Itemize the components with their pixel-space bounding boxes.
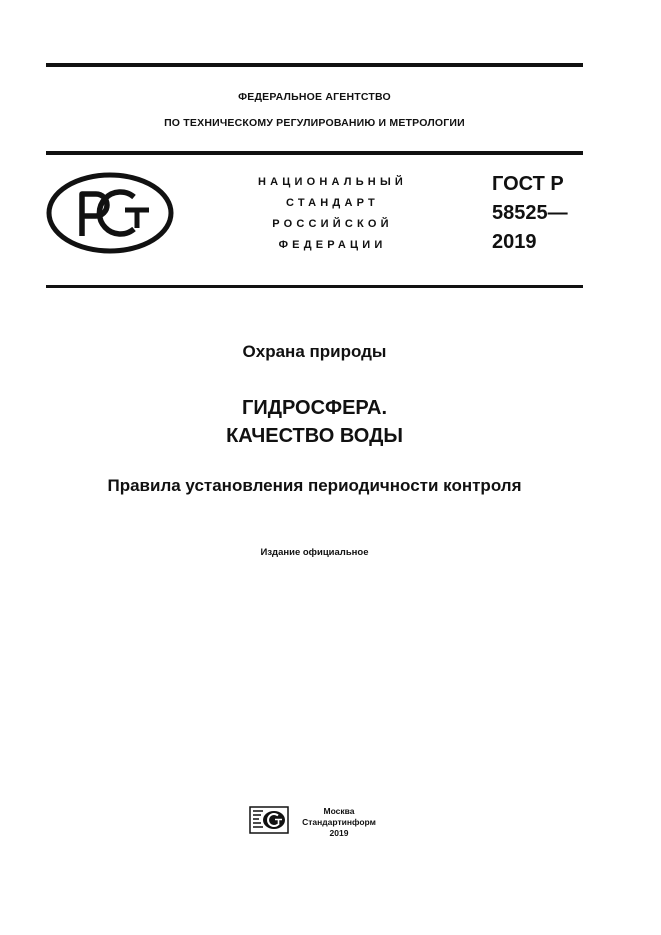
- document-subtitle: Правила установления периодичности контроля: [107, 476, 522, 495]
- national-standard-label: [220, 172, 445, 256]
- publisher-info: [296, 806, 382, 839]
- header-rule: [46, 151, 583, 155]
- document-title-line-1: ГИДРОСФЕРА.: [241, 397, 388, 419]
- top-rule: [46, 63, 583, 67]
- standard-code-line-1: ГОСТ Р: [492, 173, 564, 195]
- national-standard-line: РОССИЙСКОЙ: [272, 218, 393, 230]
- national-standard-line: СТАНДАРТ: [286, 197, 379, 209]
- standard-code-line-3: 2019: [492, 231, 537, 253]
- standard-code: [492, 170, 568, 257]
- national-standard-line: ФЕДЕРАЦИИ: [278, 239, 387, 251]
- edition-note: Издание официальное: [260, 547, 369, 558]
- standartinform-logo-icon: [249, 806, 289, 834]
- section-rule: [46, 285, 583, 288]
- publisher-city: Москва: [323, 806, 355, 816]
- agency-line-1: ФЕДЕРАЛЬНОЕ АГЕНТСТВО: [238, 91, 391, 103]
- publisher-year: 2019: [329, 828, 349, 838]
- document-title: [46, 394, 583, 450]
- publisher-name: Стандартинформ: [302, 817, 376, 827]
- standard-code-line-2: 58525—: [492, 202, 568, 224]
- document-subject: Охрана природы: [242, 342, 387, 361]
- agency-line-2: ПО ТЕХНИЧЕСКОМУ РЕГУЛИРОВАНИЮ И МЕТРОЛОГИИ: [164, 117, 465, 129]
- rst-certification-mark-icon: [46, 172, 174, 254]
- document-title-line-2: КАЧЕСТВО ВОДЫ: [226, 425, 403, 447]
- national-standard-line: НАЦИОНАЛЬНЫЙ: [257, 176, 408, 188]
